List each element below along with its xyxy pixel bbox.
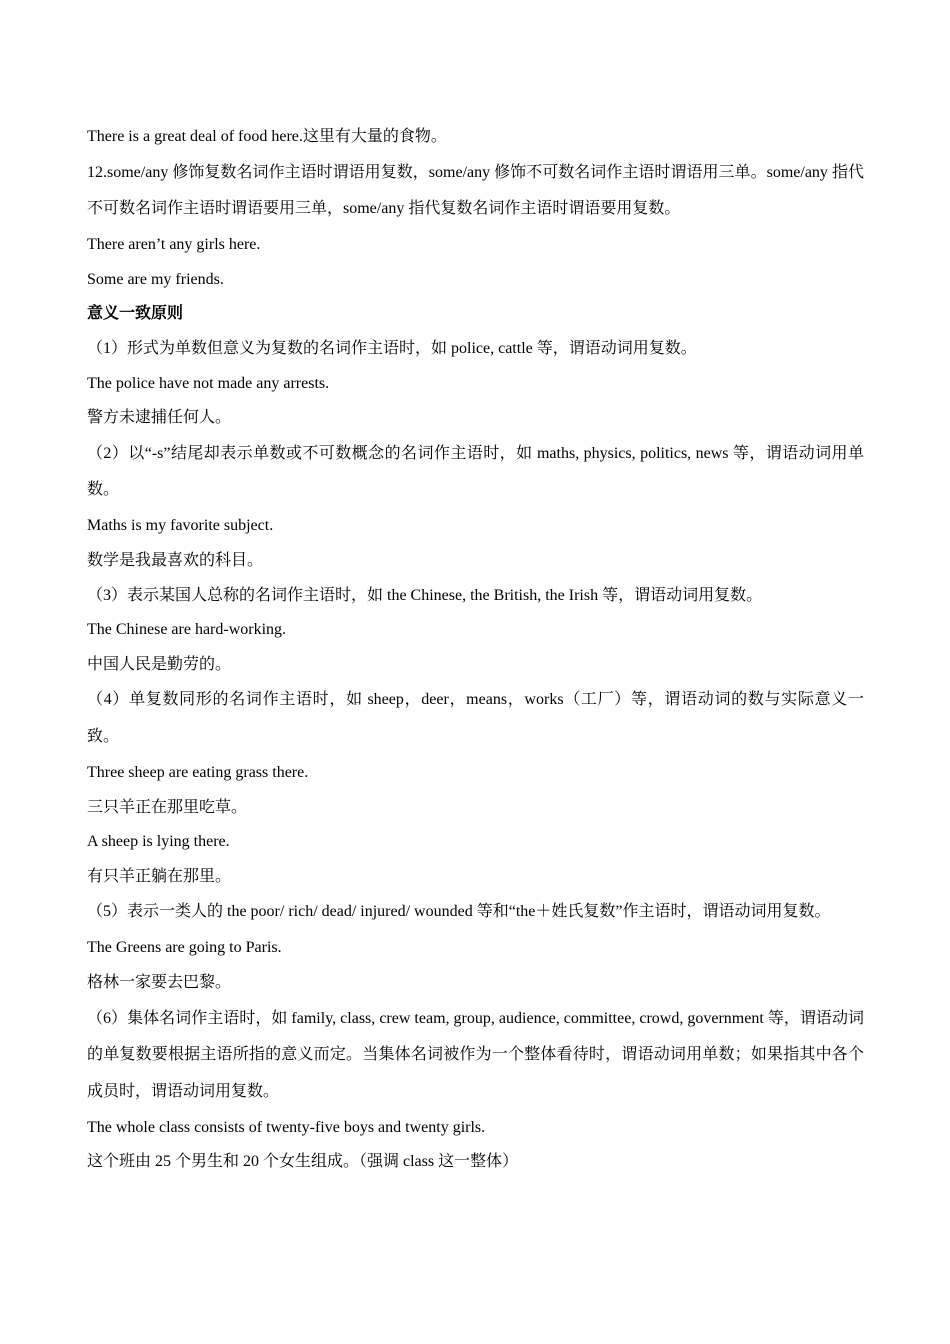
text-paragraph: （5）表示一类人的 the poor/ rich/ dead/ injured/ wounded 等和“the＋姓氏复数”作主语时，谓语动词用复数。 bbox=[87, 903, 831, 921]
text-line: Some are my friends. bbox=[87, 270, 224, 288]
text-line: （3）表示某国人总称的名词作主语时，如 the Chinese, the British, the Irish 等，谓语动词用复数。 bbox=[87, 586, 763, 604]
text-paragraph: 12.some/any 修饰复数名词作主语时谓语用复数，some/any 修饰不可数名词作主语时谓语用三单。some/any 指代不可数名词作主语时谓语要用三单，some/any 指代复数名词作主语时谓语要用复数。 bbox=[87, 163, 864, 218]
text-line: The whole class consists of twenty-five boys and twenty girls. bbox=[87, 1118, 486, 1136]
text-line: 数学是我最喜欢的科目。 bbox=[87, 551, 264, 569]
text-line: 有只羊正躺在那里。 bbox=[87, 867, 232, 885]
section-heading: 意义一致原则 bbox=[87, 305, 184, 323]
text-line: Three sheep are eating grass there. bbox=[87, 763, 309, 781]
text-line: The Greens are going to Paris. bbox=[87, 939, 282, 957]
text-line: 这个班由 25 个男生和 20 个女生组成。（强调 class 这一整体） bbox=[87, 1153, 519, 1171]
page-content bbox=[87, 126, 864, 1173]
text-line: 警方未逮捕任何人。 bbox=[87, 409, 232, 427]
text-paragraph: （2）以“-s”结尾却表示单数或不可数概念的名词作主语时，如 maths, physics, politics, news 等，谓语动词用单数。 bbox=[87, 444, 864, 499]
text-line: 格林一家要去巴黎。 bbox=[87, 973, 232, 991]
text-line: Maths is my favorite subject. bbox=[87, 517, 274, 535]
text-paragraph: （4）单复数同形的名词作主语时，如 sheep，deer，means，works（工厂）等，谓语动词的数与实际意义一致。 bbox=[87, 691, 864, 745]
text-line: The Chinese are hard-working. bbox=[87, 621, 287, 639]
text-line: 三只羊正在那里吃草。 bbox=[87, 798, 248, 816]
text-line: A sheep is lying there. bbox=[87, 833, 230, 851]
text-line: The police have not made any arrests. bbox=[87, 374, 330, 392]
text-line: 中国人民是勤劳的。 bbox=[87, 655, 232, 673]
text-line: （1）形式为单数但意义为复数的名词作主语时，如 police, cattle 等，谓语动词用复数。 bbox=[87, 339, 697, 357]
text-line: There is a great deal of food here.这里有大量的食物。 bbox=[87, 128, 447, 145]
text-line: There aren’t any girls here. bbox=[87, 236, 261, 254]
text-paragraph: （6）集体名词作主语时，如 family, class, crew team, group, audience, committee, crowd, government 等，谓语动词的单复数要根据主语所指的意义而定。当集体名词被作为一个整体看待时，谓语动词用单数；如果指其中各个成员时，谓语动词用复数。 bbox=[87, 1009, 864, 1100]
